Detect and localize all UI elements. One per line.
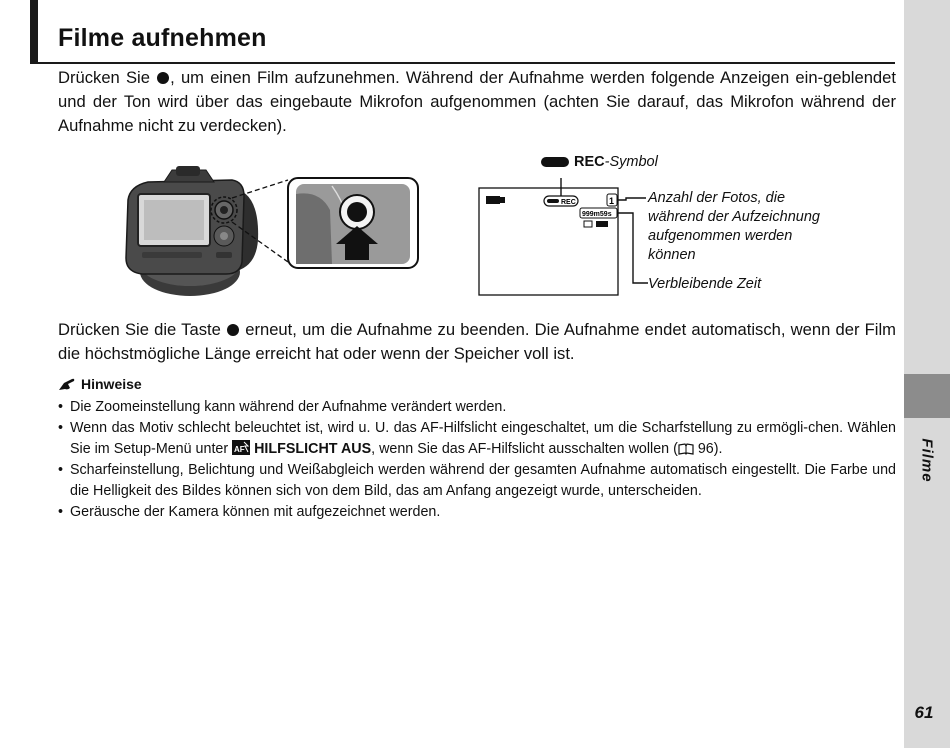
rec-symbol-icon [540, 156, 570, 168]
title-rule [30, 62, 895, 64]
remaining-time-label: Verbleibende Zeit [648, 276, 762, 292]
chapter-label: Filme [918, 437, 936, 483]
page-number: 61 [914, 703, 934, 722]
pointing-hand-icon [58, 377, 76, 391]
chapter-tab-marker [904, 374, 950, 418]
record-button-icon [157, 72, 169, 84]
page-reference-icon [678, 443, 694, 455]
list-item: • Wenn das Motiv schlecht beleuchtet ist, wird u. U. das AF-Hilfslicht eingeschaltet, um die Scharfstellung zu ermögli-chen. Wählen Sie im Setup-Menü unter AF HILFSLICHT AUS, wenn Sie das AF-Hilfslicht ausschalten wollen ( 96). [58, 418, 896, 460]
page-title: Filme aufnehmen [58, 24, 267, 52]
record-button-icon [227, 324, 239, 336]
svg-text:AF: AF [234, 445, 245, 454]
intro-paragraph: Drücken Sie , um einen Film aufzunehmen. Während der Aufnahme werden folgende Anzeigen ein-geblendet und der Ton wird über das eingebaute Mikrofon aufgenommen (achten Sie darauf, das Mikrofon während der Aufnahme nicht zu verdecken). [58, 68, 896, 135]
af-assist-icon [232, 440, 250, 455]
rec-symbol-label: REC-Symbol [540, 153, 658, 172]
camera-illustration [120, 160, 425, 302]
title-accent-bar [30, 0, 38, 62]
stop-paragraph: Drücken Sie die Taste erneut, um die Aufnahme zu beenden. Die Aufnahme endet automatisch, wenn der Film die höchstmögliche Länge erreicht hat oder wenn der Speicher voll ist. [58, 320, 897, 363]
list-item: • Die Zoomeinstellung kann während der Aufnahme verändert werden. [58, 397, 896, 418]
rec-indicator-text: REC [561, 199, 576, 206]
frame-count-text: 1 [609, 196, 615, 206]
frame-count-label: Anzahl der Fotos, die während der Aufzeichnung aufgenommen werden können [648, 190, 820, 263]
list-item: • Scharfeinstellung, Belichtung und Weißabgleich werden während der gesamten Aufnahme automatisch eingestellt. Die Farbe und die Helligkeit des Bildes können sich von dem Bild, das am Anfang angezeigt wurde, unterscheiden. [58, 460, 896, 502]
remaining-time-text: 999m59s [582, 211, 612, 218]
notes-heading: Hinweise [58, 376, 142, 392]
list-item: • Geräusche der Kamera können mit aufgezeichnet werden. [58, 502, 896, 523]
notes-list [58, 397, 896, 523]
